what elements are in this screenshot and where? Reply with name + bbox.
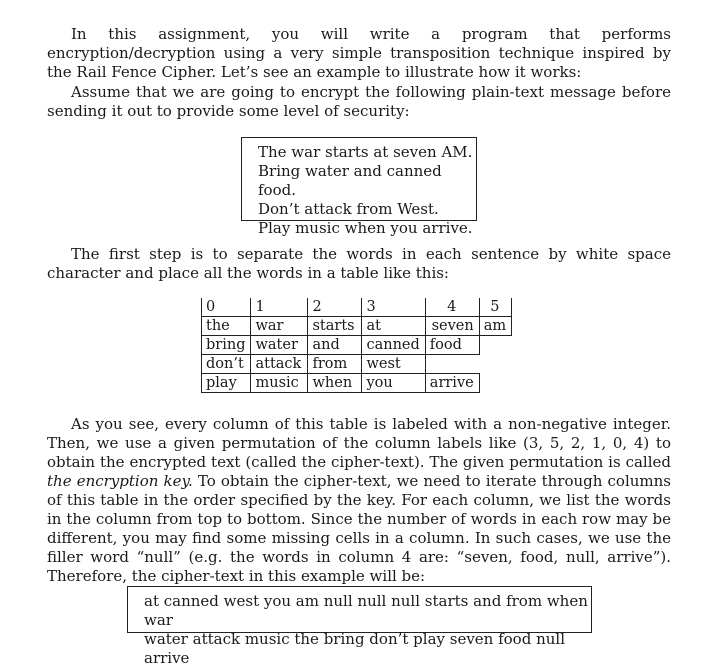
table-cell: music bbox=[251, 374, 308, 393]
table-cell-empty bbox=[479, 336, 511, 355]
cipher-line: at canned west you am null null null starts and from when war bbox=[144, 592, 588, 629]
intro-paragraph-2: Assume that we are going to encrypt the following plain-text message before sending it out to provide some level of security: bbox=[47, 83, 671, 120]
column-label-4: 4 bbox=[425, 298, 479, 317]
table-cell: water bbox=[251, 336, 308, 355]
table-header-row bbox=[202, 298, 512, 317]
cipher-line: water attack music the bring don’t play seven food null arrive bbox=[144, 630, 566, 667]
explanation-text-2: to obtain the encrypted text (called the cipher-text). The given permutation is called bbox=[47, 434, 671, 471]
message-line: Don’t attack from West. bbox=[258, 200, 439, 218]
table-cell: starts bbox=[308, 317, 362, 336]
table-cell: west bbox=[362, 355, 425, 374]
ciphertext-box bbox=[127, 586, 592, 667]
table-row bbox=[202, 355, 512, 374]
table-cell: and bbox=[308, 336, 362, 355]
table-cell: canned bbox=[362, 336, 425, 355]
column-label-2: 2 bbox=[308, 298, 362, 317]
table-cell: arrive bbox=[425, 374, 479, 393]
message-line: The war starts at seven AM. bbox=[258, 143, 473, 161]
explanation-paragraph bbox=[47, 415, 671, 586]
column-label-5: 5 bbox=[479, 298, 511, 317]
encryption-key-term: the encryption key. bbox=[47, 472, 193, 490]
table-row bbox=[202, 336, 512, 355]
table-cell-empty bbox=[479, 355, 511, 374]
table-cell: at bbox=[362, 317, 425, 336]
plaintext-message-box bbox=[241, 137, 477, 237]
table-cell: when bbox=[308, 374, 362, 393]
intro-paragraph-1: In this assignment, you will write a program that performs encryption/decryption using a very simple transposition technique inspired by the Rail Fence Cipher. Let’s see an example to illustrate how it works: bbox=[47, 25, 671, 81]
table-cell: the bbox=[202, 317, 251, 336]
table-cell: am bbox=[479, 317, 511, 336]
table-cell: bring bbox=[202, 336, 251, 355]
explanation-text-3: To obtain the cipher-text, we need to iterate through columns of this table in the order specified by the key. For each column, we list the words in the column from top to bottom. Since the number of words in each row may be different, you may find some missing cells in a column. In such cases, we use the filler word “null” (e.g. the words in column 4 are: “seven, food, null, arrive”). Therefore, the cipher-text in this example will be: bbox=[47, 472, 671, 585]
table-cell: don’t bbox=[202, 355, 251, 374]
column-label-3: 3 bbox=[362, 298, 425, 317]
table-cell: war bbox=[251, 317, 308, 336]
permutation-example: (3, 5, 2, 1, 0, 4) bbox=[523, 434, 650, 452]
message-line: Play music when you arrive. bbox=[258, 219, 473, 237]
word-table bbox=[201, 298, 512, 393]
table-cell: you bbox=[362, 374, 425, 393]
table-cell: attack bbox=[251, 355, 308, 374]
step1-paragraph: The first step is to separate the words in each sentence by white space character and place all the words in a table like this: bbox=[47, 245, 671, 282]
column-label-1: 1 bbox=[251, 298, 308, 317]
explanation-text-1: As you see, every column of this table is labeled with a non-negative integer. Then, we use a given permutation of the column labels like bbox=[47, 415, 671, 452]
table-cell: food bbox=[425, 336, 479, 355]
table-cell: play bbox=[202, 374, 251, 393]
table-cell-empty bbox=[425, 355, 479, 374]
column-label-0: 0 bbox=[202, 298, 251, 317]
table-row bbox=[202, 317, 512, 336]
table-row bbox=[202, 374, 512, 393]
table-cell: from bbox=[308, 355, 362, 374]
table-cell-empty bbox=[479, 374, 511, 393]
table-cell: seven bbox=[425, 317, 479, 336]
message-line: Bring water and canned food. bbox=[258, 162, 442, 199]
